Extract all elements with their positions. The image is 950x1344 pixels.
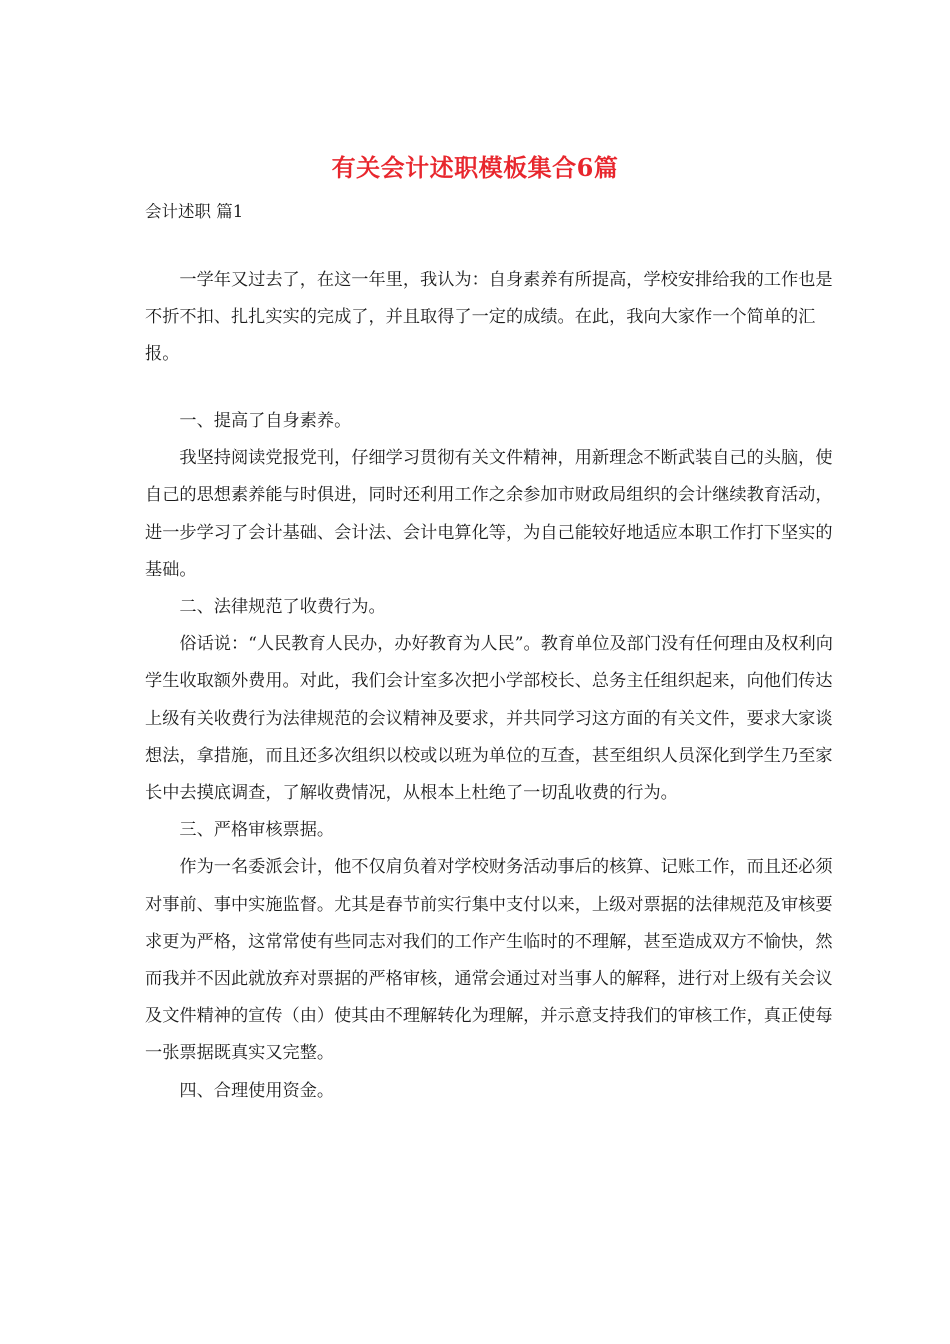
sections-block xyxy=(145,403,835,1110)
intro-block xyxy=(145,262,835,374)
section-paragraph-3: 作为一名委派会计，他不仅肩负着对学校财务活动事后的核算、记账工作，而且还必须对事前、事中实施监督。尤其是春节前实行集中支付以来，上级对票据的法律规范及审核要求更为严格，这常常使有些同志对我们的工作产生临时的不理解，甚至造成双方不愉快，然而我并不因此就放弃对票据的严格审核，通常会通过对当事人的解释，进行对上级有关会议及文件精神的宣传（由）使其由不理解转化为理解，并示意支持我们的审核工作，真正使每一张票据既真实又完整。 xyxy=(145,857,833,1064)
section-heading-3: 三、严格审核票据。 xyxy=(179,820,335,841)
section-heading-1: 一、提高了自身素养。 xyxy=(179,411,352,431)
section-paragraph-2: 俗话说：“人民教育人民办，办好教育为人民”。教育单位及部门没有任何理由及权利向学生收取额外费用。对此，我们会计室多次把小学部校长、总务主任组织起来，向他们传达上级有关收费行为法律规范的会议精神及要求，并共同学习这方面的有关文件，要求大家谈想法，拿措施，而且还多次组织以校或以班为单位的互查，甚至组织人员深化到学生乃至家长中去摸底调查，了解收费情况，从根本上杜绝了一切乱收费的行为。 xyxy=(145,634,833,804)
section-heading-4: 四、合理使用资金。 xyxy=(179,1080,335,1101)
section-paragraph-1: 我坚持阅读党报党刊，仔细学习贯彻有关文件精神，用新理念不断武装自己的头脑，使自己的思想素养能与时俱进，同时还利用工作之余参加市财政局组织的会计继续教育活动，进一步学习了会计基础、会计法、会计电算化等，为自己能较好地适应本职工作打下坚实的基础。 xyxy=(145,448,833,580)
intro-paragraph: 一学年又过去了，在这一年里，我认为：自身素养有所提高，学校安排给我的工作也是不折不扣、扎扎实实的完成了，并且取得了一定的成绩。在此，我向大家作一个简单的汇报。 xyxy=(145,270,833,365)
section-heading-2: 二、法律规范了收费行为。 xyxy=(179,597,386,618)
document-subtitle: 会计述职 篇1 xyxy=(145,202,244,221)
document-title: 有关会计述职模板集合6篇 xyxy=(331,153,619,182)
